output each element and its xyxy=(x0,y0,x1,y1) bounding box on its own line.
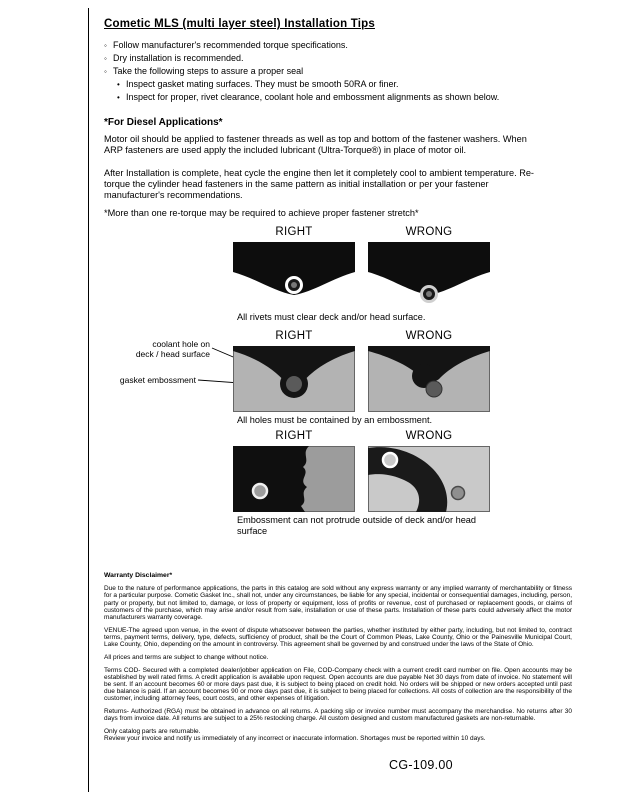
legal-paragraph: Returns- Authorized (RGA) must be obtained in advance on all returns. A packing slip or invoice number must accompany the merchandise. No returns after 30 days from invoice date. All returns are subject to a 25% restocking charge. All custom designed and custom manufactured gaskets are non-returnable. xyxy=(104,708,572,723)
gasket-embossment-callout: gasket embossment xyxy=(119,375,196,385)
callout-line: deck / head surface xyxy=(135,349,210,359)
open-bullet-icon xyxy=(104,54,113,64)
list-item xyxy=(117,93,574,103)
protrusion-right-image xyxy=(233,446,355,512)
legal-paragraph: All prices and terms are subject to change without notice. xyxy=(104,653,269,661)
rivet-right-image xyxy=(233,242,355,308)
wrong-column-label: WRONG xyxy=(405,430,453,442)
wrong-column-label: WRONG xyxy=(405,330,453,342)
page-code: CG-109.00 xyxy=(389,758,453,772)
diesel-applications-heading: *For Diesel Applications* xyxy=(104,117,223,128)
rivet-wrong-image xyxy=(368,242,490,308)
tip-text: Dry installation is recommended. xyxy=(113,53,244,63)
installation-tips-list xyxy=(104,41,574,106)
diesel-paragraph-1: Motor oil should be applied to fastener threads as well as top and bottom of the fastener washers. When ARP fasteners are used apply the included lubricant (Ultra-Torque®) in place of motor oil. xyxy=(104,134,527,155)
tip-text: Follow manufacturer's recommended torque specifications. xyxy=(113,40,348,50)
legal-paragraph: VENUE-The agreed upon venue, in the event of dispute whatsoever between the parties, whether instituted by either party, including, but not limited to, contract terms, payment terms, delivery, type, defects, sufficiency of product, shall be the Court of Common Pleas, Lake County, Ohio or the Painesville Municipal Court, Lake County, Ohio, depending on the amount in controversy. This agreement shall be governed by and construed under the laws of the State of Ohio. xyxy=(104,626,572,649)
tip-text: Inspect gasket mating surfaces. They must be smooth 50RA or finer. xyxy=(126,79,399,89)
list-item xyxy=(117,80,574,90)
list-item xyxy=(104,41,574,51)
list-item xyxy=(104,67,574,77)
right-column-label: RIGHT xyxy=(275,430,313,442)
protrusion-caption: Embossment can not protrude outside of deck and/or head surface xyxy=(237,515,477,536)
wrong-column-label: WRONG xyxy=(405,226,453,238)
protrusion-wrong-image xyxy=(368,446,490,512)
rivet-caption: All rivets must clear deck and/or head surface. xyxy=(237,312,426,322)
callout-line: coolant hole on xyxy=(152,339,210,349)
right-column-label: RIGHT xyxy=(275,330,313,342)
left-border-rule xyxy=(88,8,89,792)
embossment-right-image xyxy=(233,346,355,412)
filled-bullet-icon xyxy=(117,80,126,90)
embossment-caption: All holes must be contained by an embossment. xyxy=(237,415,433,425)
warranty-disclaimer-section xyxy=(104,572,572,742)
right-column-label: RIGHT xyxy=(275,226,313,238)
legal-paragraph: Review your invoice and notify us immediately of any incorrect or inaccurate information. Shortages must be reported within 10 days. xyxy=(104,735,486,743)
filled-bullet-icon xyxy=(117,93,126,103)
open-bullet-icon xyxy=(104,67,113,77)
warranty-disclaimer-heading: Warranty Disclaimer* xyxy=(104,572,173,579)
legal-paragraph: Only catalog parts are returnable. xyxy=(104,727,201,735)
retorque-note: *More than one re-torque may be required to achieve proper fastener stretch* xyxy=(104,208,419,218)
list-item xyxy=(104,54,574,64)
page-title: Cometic MLS (multi layer steel) Installation Tips xyxy=(104,18,375,30)
diesel-paragraph-2: After Installation is complete, heat cycle the engine then let it completely cool to ambient temperature. Re-torque the cylinder head fasteners in the same pattern as initial installation or per your fastener manufacturer's recommendations. xyxy=(104,168,534,200)
tip-text: Inspect for proper, rivet clearance, coolant hole and embossment alignments as shown below. xyxy=(126,92,500,102)
open-bullet-icon xyxy=(104,41,113,51)
tip-text: Take the following steps to assure a proper seal xyxy=(113,66,304,76)
legal-paragraph: Due to the nature of performance applications, the parts in this catalog are sold without any express warranty or any implied warranty of merchantability or fitness for a particular purpose. Cometic Gasket Inc., shall not, under any circumstances, be liable for any special, incidental or consequential damages, including, person, party or property, but not limited to, damage, or loss of property or equipment, loss of profits or revenue, cost of purchased or replacement goods, or claims of customers of the purchase, which may arise and/or result from sale, installation or use of these parts. Installation of these parts could adversely affect the motor manufacturers warranty coverage. xyxy=(104,585,572,622)
legal-paragraph: Terms COD- Secured with a completed dealer/jobber application on File, COD-Company check with a current credit card number on file. Open accounts may be established by well rated firms. A credit application is available upon request. Open accounts are due payable Net 30 days from date of invoice. No statement will be sent. If an account becomes 60 or more days past due, it is subject to being placed on credit hold. No orders will be shipped or new orders accepted until past due balance is paid. If an account becomes 90 or more days past due, it is subject to being placed for collections. All costs of collection are the responsibility of the customer, including attorney fees, court costs, and other expenses of litigation. xyxy=(104,666,572,703)
embossment-wrong-image xyxy=(368,346,490,412)
